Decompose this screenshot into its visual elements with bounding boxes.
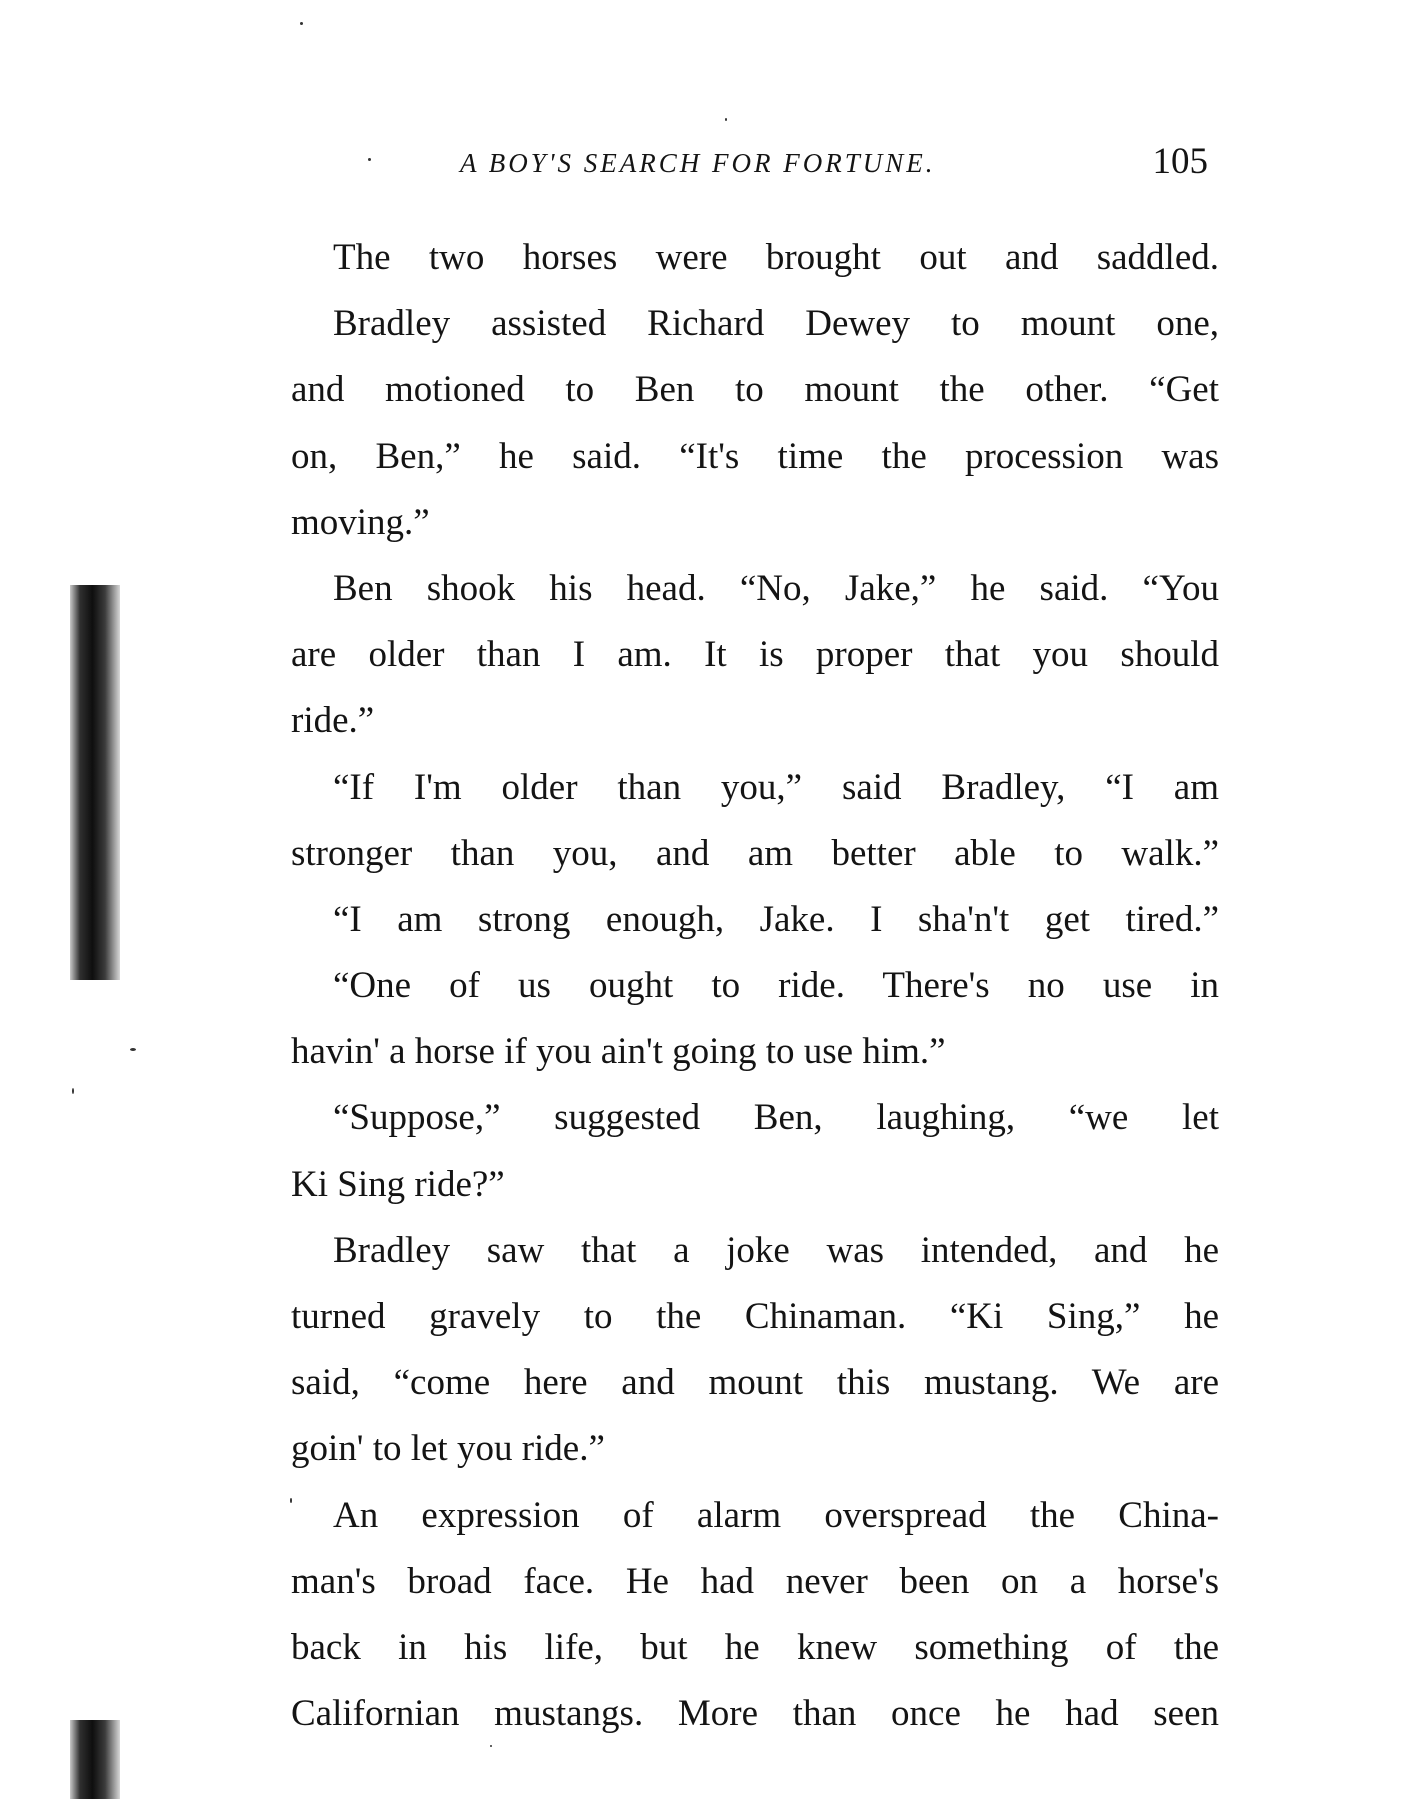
text-line: “One of us ought to ride. There's no use in (333, 965, 1219, 1007)
text-line: “Suppose,” suggested Ben, laughing, “we let (333, 1097, 1219, 1139)
speck (368, 158, 371, 161)
binding-shadow-bottom (70, 1720, 120, 1799)
page-number: 105 (1152, 141, 1208, 182)
text-line: An expression of alarm overspread the China- (333, 1494, 1219, 1536)
text-line: said, “come here and mount this mustang. We are (291, 1362, 1219, 1404)
text-line: stronger than you, and am better able to walk.” (291, 832, 1219, 874)
text-line: back in his life, but he knew something of the (291, 1626, 1219, 1668)
text-line: Bradley saw that a joke was intended, and he (333, 1229, 1219, 1271)
speck (72, 1088, 74, 1094)
text-line: turned gravely to the Chinaman. “Ki Sing,” he (291, 1296, 1219, 1337)
speck (725, 118, 727, 121)
text-line: ride.” (291, 700, 375, 742)
binding-shadow-top (70, 585, 120, 980)
speck (290, 1498, 292, 1503)
text-line: “If I'm older than you,” said Bradley, “I am (333, 766, 1219, 808)
text-line: goin' to let you ride.” (291, 1428, 605, 1470)
text-line: on, Ben,” he said. “It's time the procession was (291, 435, 1219, 477)
page-header (448, 140, 1208, 190)
body-text (291, 225, 1219, 1747)
text-line: “I am strong enough, Jake. I sha'n't get tired.” (333, 898, 1219, 940)
text-line: havin' a horse if you ain't going to use him.” (291, 1031, 946, 1073)
running-title: A BOY'S SEARCH FOR FORTUNE. (460, 148, 936, 178)
text-line: Ben shook his head. “No, Jake,” he said. “You (333, 567, 1219, 609)
speck (130, 1048, 136, 1051)
text-line: The two horses were brought out and saddled. (333, 237, 1219, 278)
text-line: are older than I am. It is proper that you should (291, 634, 1219, 676)
text-line: and motioned to Ben to mount the other. “Get (291, 369, 1219, 411)
text-line: Ki Sing ride?” (291, 1163, 505, 1205)
text-line: man's broad face. He had never been on a horse's (291, 1560, 1219, 1602)
speck (300, 22, 303, 25)
text-line: Californian mustangs. More than once he had seen (291, 1693, 1219, 1735)
speck (490, 1745, 492, 1747)
text-line: Bradley assisted Richard Dewey to mount one, (333, 303, 1219, 345)
text-line: moving.” (291, 501, 430, 543)
